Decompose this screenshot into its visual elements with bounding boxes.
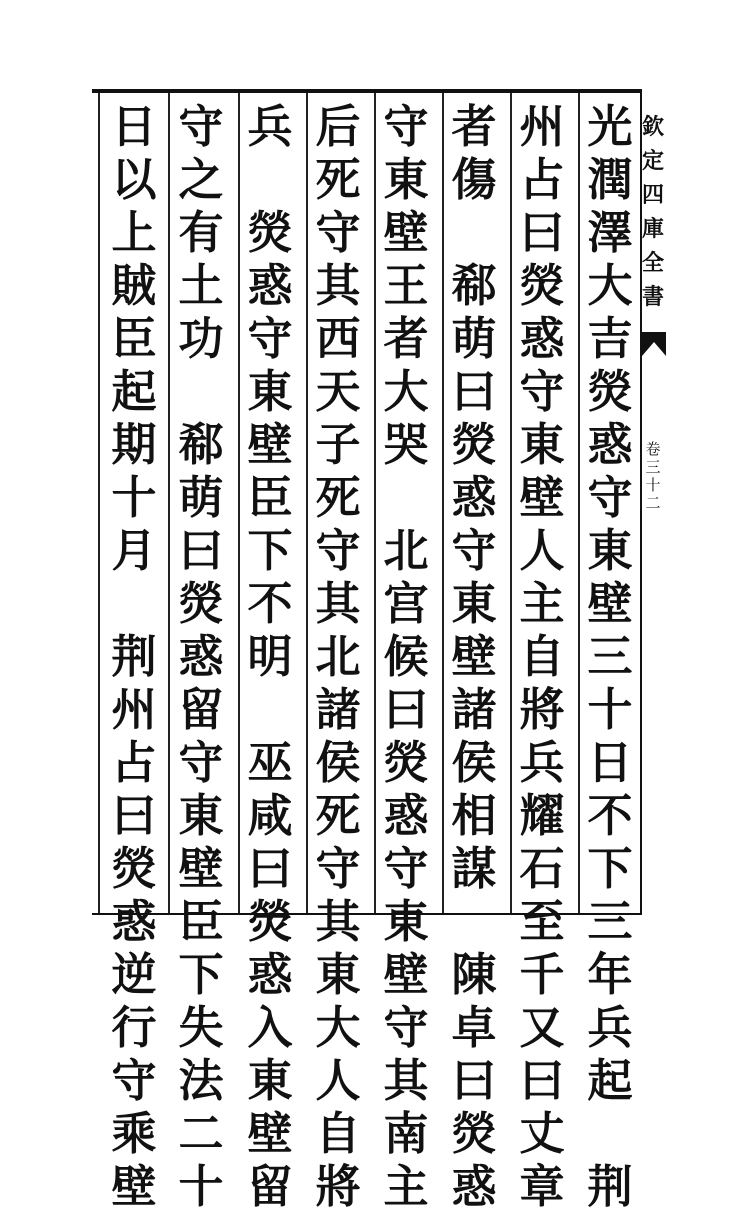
column-character: 起 [587,1054,633,1107]
column-character: 大 [315,1001,361,1054]
column-character: 日 [587,736,633,789]
margin-character: 欽 [641,114,664,140]
column-character: 荆 [587,1160,633,1213]
column-character: 曰 [451,365,497,418]
column-character: 守 [383,1001,429,1054]
column-character: 章 [519,1160,565,1213]
column-character: 東 [451,577,497,630]
column-character: 主 [383,1160,429,1213]
column-character: 壁 [247,418,293,471]
margin-character: 四 [641,182,664,208]
margin-character: 定 [641,148,664,174]
column-character: 功 [178,312,224,365]
margin-book-title [641,110,665,314]
column-character: 熒 [247,895,293,948]
column-character: 者 [383,312,429,365]
column-character: 上 [111,206,157,259]
column-character: 相 [451,789,497,842]
column-character: 臣 [111,312,157,365]
text-column-4 [375,100,437,1213]
column-character: 傷 [451,153,497,206]
column-character: 熒 [178,577,224,630]
fishtail-mark-icon [642,332,666,356]
column-character: 臣 [247,471,293,524]
column-character [443,206,505,259]
column-character: 哭 [383,418,429,471]
column-character: 臣 [178,895,224,948]
column-character: 將 [315,1160,361,1213]
column-character: 以 [111,153,157,206]
column-character: 土 [178,259,224,312]
column-character: 三 [587,630,633,683]
column-character: 兵 [519,736,565,789]
column-character: 明 [247,630,293,683]
column-character: 守 [178,100,224,153]
column-character: 澤 [587,206,633,259]
column-character: 守 [315,524,361,577]
column-character: 曰 [111,789,157,842]
margin-character: 全 [641,250,664,276]
column-character: 十 [111,471,157,524]
column-character: 熒 [519,259,565,312]
column-character: 熒 [111,842,157,895]
column-character: 壁 [383,948,429,1001]
column-character: 下 [587,842,633,895]
column-character: 壁 [451,630,497,683]
column-character: 西 [315,312,361,365]
column-character: 守 [383,842,429,895]
column-character: 之 [178,153,224,206]
column-character: 吉 [587,312,633,365]
column-character [375,471,437,524]
column-character: 曰 [247,842,293,895]
text-column-3 [443,100,505,1213]
column-character: 熒 [451,418,497,471]
column-character: 曰 [383,683,429,736]
column-character: 惑 [247,948,293,1001]
column-character [579,1107,641,1160]
text-column-2 [511,100,573,1213]
column-character: 下 [178,948,224,1001]
column-character: 逆 [111,948,157,1001]
column-character: 石 [519,842,565,895]
column-character: 惑 [587,418,633,471]
column-character: 其 [315,895,361,948]
column-character: 天 [315,365,361,418]
column-character: 萌 [178,471,224,524]
text-column-7 [170,100,232,1213]
column-character: 其 [315,259,361,312]
column-character: 惑 [111,895,157,948]
column-character: 熒 [451,1107,497,1160]
column-character: 東 [383,153,429,206]
column-character: 主 [519,577,565,630]
column-character: 死 [315,789,361,842]
column-character: 其 [315,577,361,630]
column-character: 兵 [587,1001,633,1054]
column-character: 光 [587,100,633,153]
column-character: 將 [519,683,565,736]
column-character: 宫 [383,577,429,630]
column-character: 惑 [519,312,565,365]
column-character: 曰 [451,1054,497,1107]
column-character: 期 [111,418,157,471]
column-character: 兵 [247,100,293,153]
column-character: 守 [315,842,361,895]
column-character [103,577,165,630]
column-character: 又 [519,1001,565,1054]
column-character: 北 [383,524,429,577]
column-character: 占 [111,736,157,789]
column-character: 守 [315,206,361,259]
column-character [443,895,505,948]
column-character: 惑 [451,1160,497,1213]
column-character: 壁 [178,842,224,895]
text-column-5 [307,100,369,1213]
column-character: 乘 [111,1107,157,1160]
column-character: 惑 [451,471,497,524]
margin-character: 十 [645,476,661,494]
column-character: 熒 [247,206,293,259]
column-character: 守 [111,1054,157,1107]
column-character: 諸 [315,683,361,736]
column-character: 行 [111,1001,157,1054]
text-column-8 [103,100,165,1213]
column-character: 守 [451,524,497,577]
column-character [239,153,301,206]
column-character: 守 [178,736,224,789]
margin-character: 二 [645,494,661,512]
column-character: 入 [247,1001,293,1054]
column-character: 丈 [519,1107,565,1160]
column-character: 東 [247,1054,293,1107]
column-character: 州 [111,683,157,736]
column-character: 南 [383,1107,429,1160]
column-character: 曰 [519,1054,565,1107]
column-character: 惑 [247,259,293,312]
margin-juan-number [641,440,665,512]
text-column-1 [579,100,641,1213]
margin-character: 卷 [645,440,661,458]
text-column-6 [239,100,301,1213]
column-character: 人 [315,1054,361,1107]
frame-left-rule [98,93,100,913]
column-character: 曰 [519,206,565,259]
column-character: 自 [315,1107,361,1160]
column-character: 壁 [519,471,565,524]
column-character: 守 [519,365,565,418]
column-character: 熒 [587,365,633,418]
column-character: 留 [247,1160,293,1213]
column-character: 諸 [451,683,497,736]
column-character: 侯 [315,736,361,789]
column-character: 潤 [587,153,633,206]
column-character: 二 [178,1107,224,1160]
column-character: 起 [111,365,157,418]
column-character: 壁 [247,1107,293,1160]
column-character [170,365,232,418]
column-character: 東 [383,895,429,948]
column-character: 壁 [383,206,429,259]
column-character: 日 [111,100,157,153]
column-character: 十 [587,683,633,736]
column-character: 賊 [111,259,157,312]
column-character: 十 [178,1160,224,1213]
column-character: 壁 [111,1160,157,1213]
column-character: 留 [178,683,224,736]
column-character: 郗 [178,418,224,471]
column-character: 荆 [111,630,157,683]
column-character: 王 [383,259,429,312]
margin-character: 庫 [641,216,664,242]
column-character: 侯 [451,736,497,789]
column-character: 守 [383,100,429,153]
column-character: 守 [587,471,633,524]
column-character: 其 [383,1054,429,1107]
column-character: 人 [519,524,565,577]
column-character: 惑 [383,789,429,842]
column-character: 北 [315,630,361,683]
column-character: 大 [383,365,429,418]
column-character: 死 [315,471,361,524]
column-character: 郗 [451,259,497,312]
column-character: 州 [519,100,565,153]
column-character: 東 [519,418,565,471]
column-character: 東 [315,948,361,1001]
column-character: 萌 [451,312,497,365]
column-character: 壁 [587,577,633,630]
column-character: 東 [587,524,633,577]
column-character: 不 [587,789,633,842]
column-character [239,683,301,736]
column-character: 卓 [451,1001,497,1054]
column-character: 年 [587,948,633,1001]
column-character: 月 [111,524,157,577]
column-character: 自 [519,630,565,683]
column-character: 陳 [451,948,497,1001]
column-character: 死 [315,153,361,206]
column-character: 候 [383,630,429,683]
column-character: 后 [315,100,361,153]
column-character: 守 [247,312,293,365]
margin-character: 三 [645,458,661,476]
column-character: 東 [247,365,293,418]
column-character: 曰 [178,524,224,577]
column-character: 東 [178,789,224,842]
column-character: 至 [519,895,565,948]
column-character: 失 [178,1001,224,1054]
column-character: 法 [178,1054,224,1107]
column-character: 下 [247,524,293,577]
column-character: 巫 [247,736,293,789]
column-character: 不 [247,577,293,630]
column-character: 謀 [451,842,497,895]
margin-character: 書 [641,284,664,310]
column-character: 熒 [383,736,429,789]
column-character: 者 [451,100,497,153]
column-character: 惑 [178,630,224,683]
column-character: 千 [519,948,565,1001]
column-character: 耀 [519,789,565,842]
frame-top-rule [92,89,640,93]
column-character: 有 [178,206,224,259]
column-character: 三 [587,895,633,948]
column-character: 咸 [247,789,293,842]
column-character: 占 [519,153,565,206]
column-character: 子 [315,418,361,471]
column-character: 大 [587,259,633,312]
